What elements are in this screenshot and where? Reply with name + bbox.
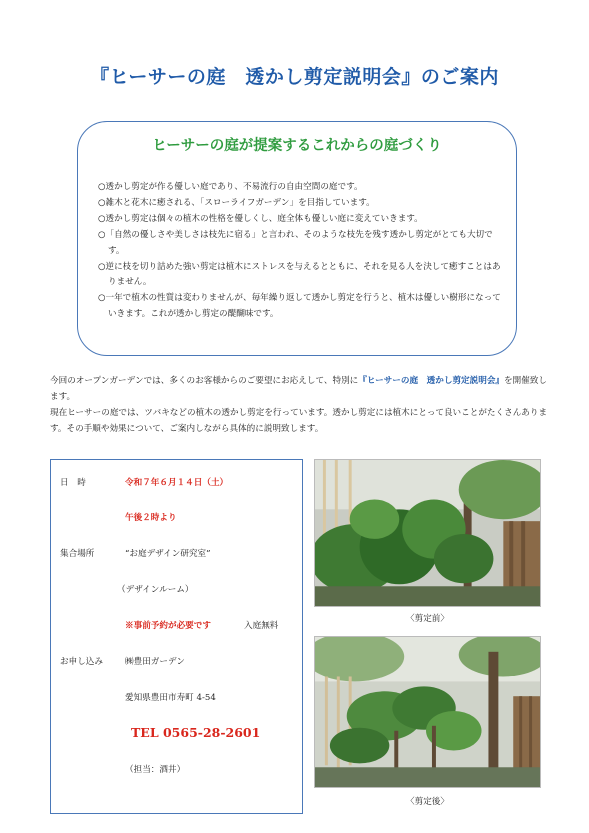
feature-item: ○逆に枝を切り詰めた強い剪定は植木にストレスを与えるとともに、それを見る人を決して癒すことはありません。 bbox=[98, 261, 501, 288]
feature-list bbox=[98, 180, 502, 323]
contact-person: （担当：酒井） bbox=[125, 765, 186, 775]
photo-after bbox=[314, 636, 541, 788]
date-value: 令和７年６月１４日（土） bbox=[125, 478, 229, 488]
intro-part2: を開催致します。 bbox=[50, 376, 548, 402]
event-info-box bbox=[50, 459, 303, 814]
feature-box bbox=[77, 121, 517, 356]
apply-label: お申し込み bbox=[60, 657, 103, 667]
venue-sub: （デザインルーム） bbox=[117, 585, 194, 595]
intro-highlight: 『ヒーサーの庭 透かし剪定説明会』 bbox=[358, 376, 505, 386]
intro-line2: 現在ヒーサーの庭では、ツバキなどの植木の透かし剪定を行っています。透かし剪定には植木にとって良いことがたくさんあります。その手順や効果について、ご案内しながら具体的に説明致します。 bbox=[50, 407, 548, 434]
intro-text bbox=[50, 374, 550, 438]
reservation-note: ※事前予約が必要です bbox=[125, 621, 211, 631]
photo-before-caption: 〈剪定前〉 bbox=[406, 614, 449, 624]
feature-item: ○雑木と花木に癒される、「スローライフガーデン」を目指しています。 bbox=[98, 197, 375, 208]
company-address: 愛知県豊田市寿町 4-54 bbox=[125, 693, 216, 703]
feature-item: ○一年で植木の性質は変わりませんが、毎年繰り返して透かし剪定を行うと、植木は優しい樹形になっていきます。これが透かし剪定の醍醐味です。 bbox=[98, 293, 501, 320]
time-value: 午後２時より bbox=[125, 513, 177, 523]
feature-heading: ヒーサーの庭が提案するこれからの庭づくり bbox=[152, 138, 442, 154]
intro-part1: 今回のオープンガーデンでは、多くのお客様からのご要望にお応えして、特別に bbox=[50, 376, 359, 386]
venue-value: “お庭デザイン研究室” bbox=[125, 549, 211, 559]
feature-item: ○透かし剪定は個々の植木の性格を優しくし、庭全体も優しい庭に変えていきます。 bbox=[98, 213, 423, 224]
feature-item: ○「自然の優しさや美しさは枝先に宿る」と言われ、そのような枝先を残す透かし剪定がとても大切です。 bbox=[98, 229, 493, 256]
photo-after-caption: 〈剪定後〉 bbox=[406, 797, 449, 807]
date-label: 日 時 bbox=[60, 478, 86, 488]
venue-label: 集合場所 bbox=[60, 549, 95, 559]
admission-note: 入庭無料 bbox=[244, 621, 279, 631]
phone-number: TEL 0565-28-2601 bbox=[131, 725, 261, 740]
photo-before bbox=[314, 459, 541, 607]
company-name: ㈱豊田ガーデン bbox=[125, 657, 185, 667]
page-title: 『ヒーサーの庭 透かし剪定説明会』のご案内 bbox=[90, 66, 499, 88]
feature-item: ○透かし剪定が作る優しい庭であり、不易流行の自由空間の庭です。 bbox=[98, 182, 363, 192]
